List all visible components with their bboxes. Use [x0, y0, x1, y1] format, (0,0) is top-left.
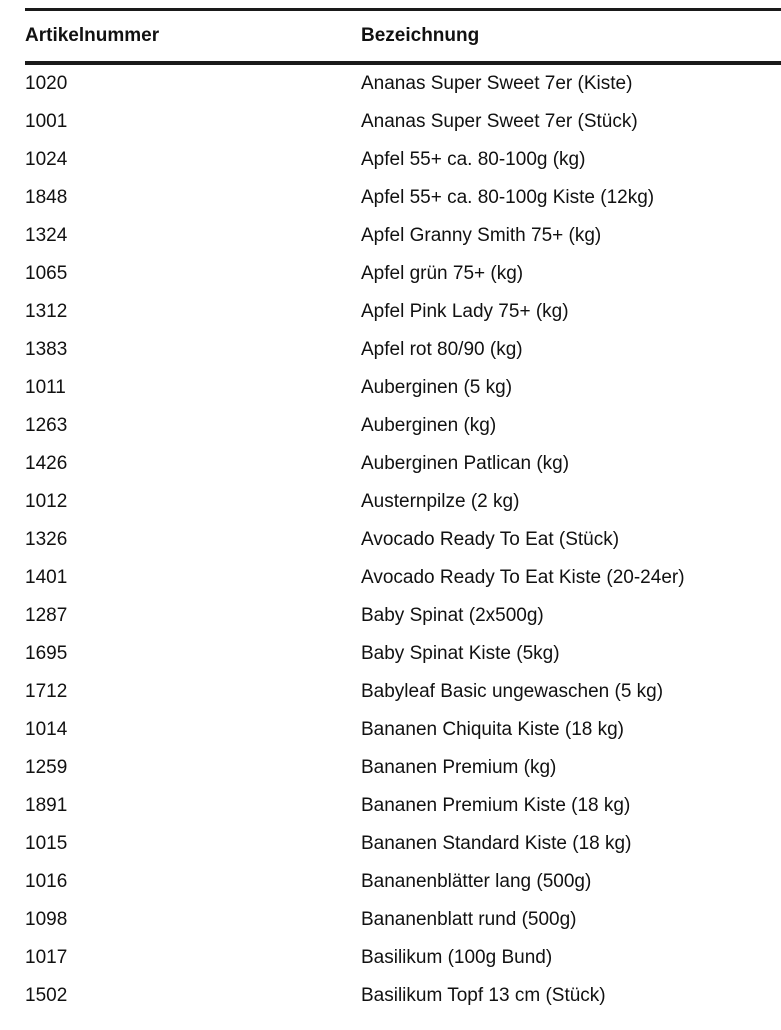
table-row: [25, 331, 781, 369]
table-row: [25, 673, 781, 711]
cell-artikelnummer: 1695: [25, 643, 68, 664]
table-row: [25, 787, 781, 825]
cell-artikelnummer: 1401: [25, 567, 68, 588]
table-row: [25, 407, 781, 445]
table-row: [25, 103, 781, 141]
cell-artikelnummer: 1012: [25, 491, 68, 512]
cell-artikelnummer: 1326: [25, 529, 68, 550]
cell-artikelnummer: 1502: [25, 985, 68, 1006]
table-row: [25, 483, 781, 521]
cell-artikelnummer: 1426: [25, 453, 68, 474]
cell-artikelnummer: 1017: [25, 947, 68, 968]
cell-bezeichnung: Baby Spinat (2x500g): [361, 605, 544, 626]
cell-bezeichnung: Bananen Standard Kiste (18 kg): [361, 833, 632, 854]
cell-bezeichnung: Avocado Ready To Eat Kiste (20-24er): [361, 567, 685, 588]
cell-artikelnummer: 1014: [25, 719, 68, 740]
cell-bezeichnung: Ananas Super Sweet 7er (Kiste): [361, 73, 633, 94]
table-row: [25, 179, 781, 217]
cell-bezeichnung: Apfel Pink Lady 75+ (kg): [361, 301, 569, 322]
cell-bezeichnung: Babyleaf Basic ungewaschen (5 kg): [361, 681, 664, 702]
cell-artikelnummer: 1891: [25, 795, 68, 816]
cell-bezeichnung: Auberginen Patlican (kg): [361, 453, 570, 474]
cell-artikelnummer: 1848: [25, 187, 68, 208]
cell-artikelnummer: 1098: [25, 909, 68, 930]
table-row: [25, 141, 781, 179]
cell-artikelnummer: 1001: [25, 111, 68, 132]
cell-artikelnummer: 1324: [25, 225, 68, 246]
table-row: [25, 635, 781, 673]
cell-artikelnummer: 1263: [25, 415, 68, 436]
table-row: [25, 521, 781, 559]
cell-artikelnummer: 1259: [25, 757, 68, 778]
table-row: [25, 217, 781, 255]
article-table-container: [25, 8, 781, 1015]
cell-artikelnummer: 1065: [25, 263, 68, 284]
cell-bezeichnung: Apfel Granny Smith 75+ (kg): [361, 225, 602, 246]
table-row: [25, 255, 781, 293]
column-header-bezeichnung: Bezeichnung: [361, 11, 781, 63]
cell-artikelnummer: 1020: [25, 73, 68, 94]
cell-bezeichnung: Apfel rot 80/90 (kg): [361, 339, 523, 360]
table-row: [25, 939, 781, 977]
cell-artikelnummer: 1024: [25, 149, 68, 170]
header-row: [25, 11, 781, 63]
table-header: [25, 11, 781, 63]
cell-bezeichnung: Basilikum Topf 13 cm (Stück): [361, 985, 606, 1006]
table-row: [25, 369, 781, 407]
cell-artikelnummer: 1712: [25, 681, 68, 702]
table-row: [25, 559, 781, 597]
cell-bezeichnung: Apfel 55+ ca. 80-100g (kg): [361, 149, 586, 170]
cell-artikelnummer: 1015: [25, 833, 68, 854]
cell-bezeichnung: Austernpilze (2 kg): [361, 491, 520, 512]
cell-bezeichnung: Baby Spinat Kiste (5kg): [361, 643, 560, 664]
cell-bezeichnung: Bananenblatt rund (500g): [361, 909, 577, 930]
cell-artikelnummer: 1287: [25, 605, 68, 626]
cell-bezeichnung: Bananen Premium (kg): [361, 757, 557, 778]
cell-bezeichnung: Apfel 55+ ca. 80-100g Kiste (12kg): [361, 187, 655, 208]
cell-bezeichnung: Auberginen (5 kg): [361, 377, 513, 398]
table-row: [25, 597, 781, 635]
table-row: [25, 901, 781, 939]
cell-artikelnummer: 1011: [25, 377, 66, 398]
cell-bezeichnung: Avocado Ready To Eat (Stück): [361, 529, 620, 550]
table-body: [25, 63, 781, 1015]
table-row: [25, 711, 781, 749]
table-row: [25, 445, 781, 483]
column-header-artikelnummer: Artikelnummer: [25, 11, 361, 63]
cell-bezeichnung: Basilikum (100g Bund): [361, 947, 553, 968]
cell-bezeichnung: Bananen Premium Kiste (18 kg): [361, 795, 631, 816]
cell-artikelnummer: 1312: [25, 301, 68, 322]
cell-artikelnummer: 1383: [25, 339, 68, 360]
cell-bezeichnung: Auberginen (kg): [361, 415, 497, 436]
cell-bezeichnung: Ananas Super Sweet 7er (Stück): [361, 111, 638, 132]
table-row: [25, 863, 781, 901]
cell-bezeichnung: Bananen Chiquita Kiste (18 kg): [361, 719, 624, 740]
cell-bezeichnung: Apfel grün 75+ (kg): [361, 263, 524, 284]
table-row: [25, 825, 781, 863]
article-table: [25, 11, 781, 1015]
table-row: [25, 749, 781, 787]
cell-artikelnummer: 1016: [25, 871, 68, 892]
table-row: [25, 293, 781, 331]
table-row: [25, 63, 781, 103]
table-row: [25, 977, 781, 1015]
cell-bezeichnung: Bananenblätter lang (500g): [361, 871, 592, 892]
